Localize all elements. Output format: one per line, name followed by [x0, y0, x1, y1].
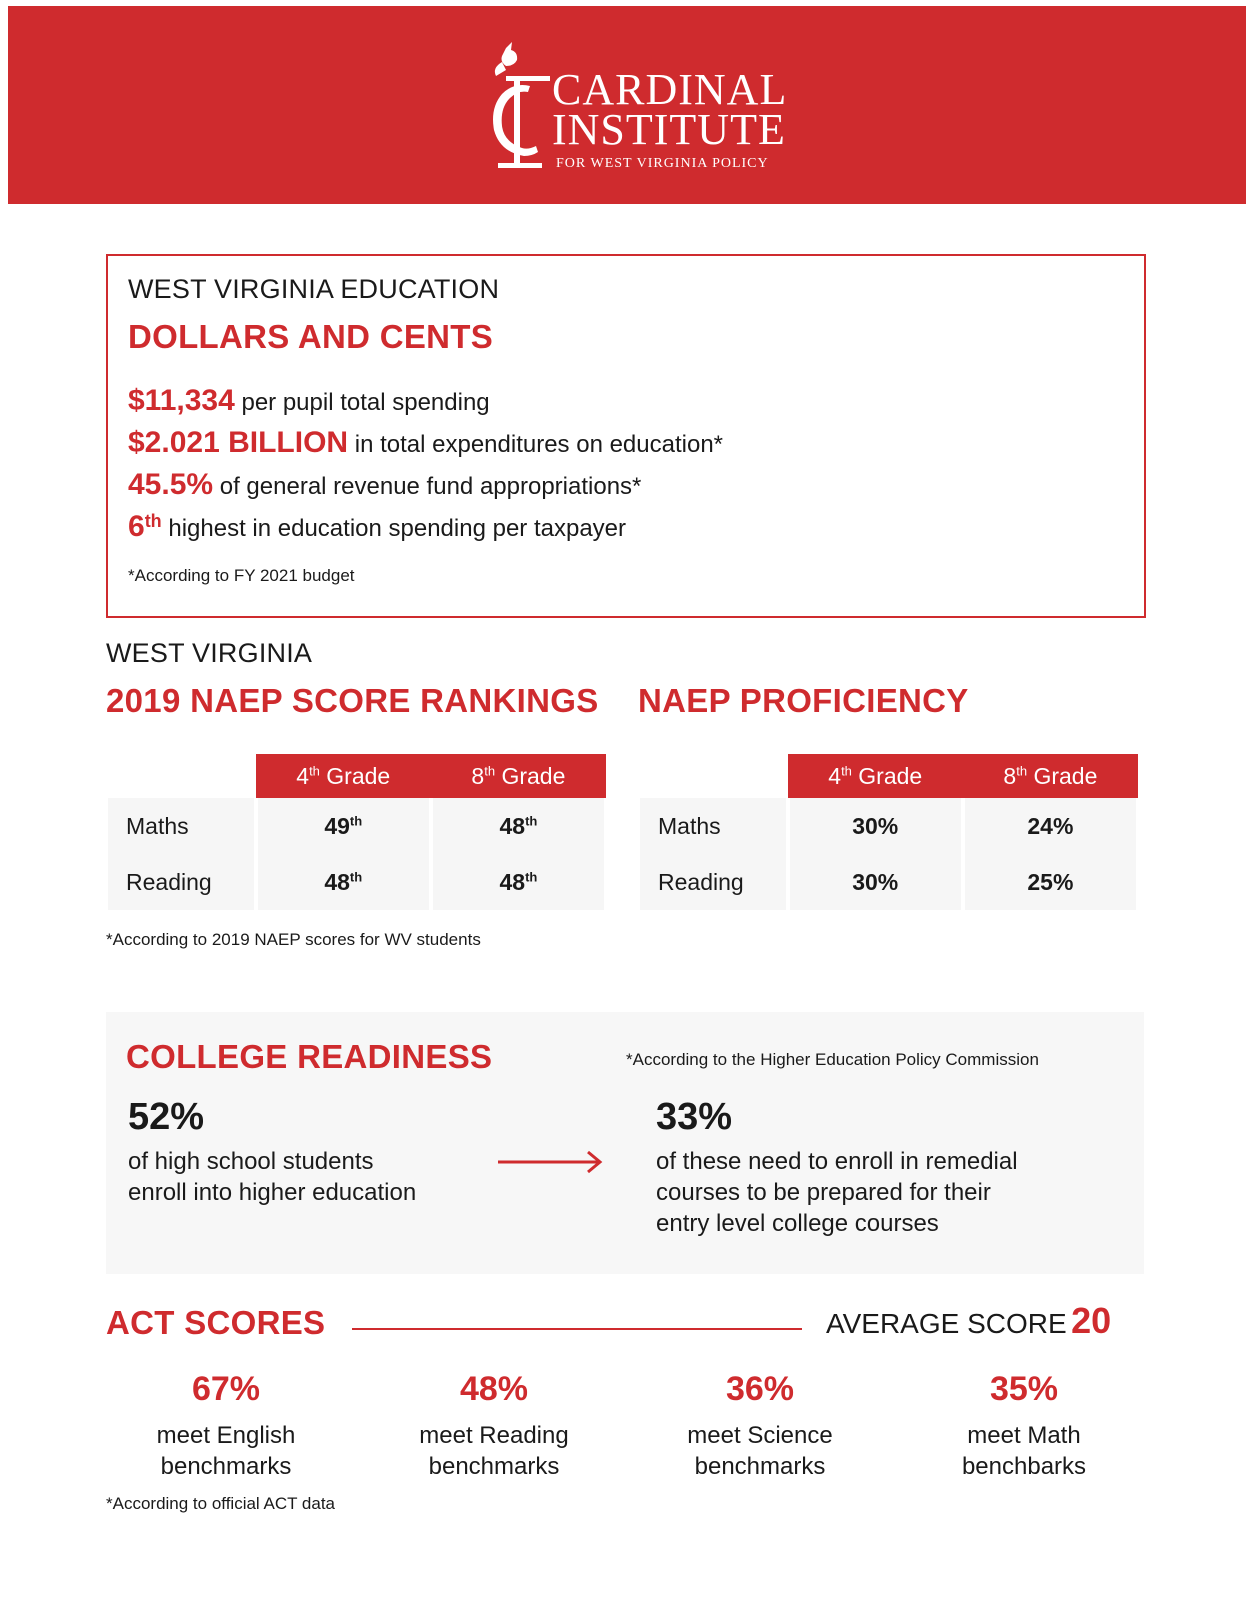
grade-number: 4: [296, 762, 310, 789]
stat-ordinal: th: [144, 511, 162, 531]
desc-line: enroll into higher education: [128, 1179, 417, 1206]
average-score-value: 20: [1071, 1300, 1112, 1341]
table-header-blank: [108, 754, 256, 798]
rank-cell: [431, 854, 606, 910]
desc-line: meet Science: [687, 1422, 833, 1449]
subject-cell: Maths: [108, 798, 256, 854]
table-header-row: [640, 754, 1138, 798]
desc-line: benchmarks: [428, 1453, 560, 1480]
english-benchmark-value: 67%: [191, 1370, 261, 1408]
naep-rankings-table: [108, 754, 608, 910]
college-footnote: *According to the Higher Education Policy Commission: [626, 1050, 1039, 1069]
rank-ordinal: th: [525, 868, 538, 884]
stat-text: highest in education spending per taxpayer: [161, 515, 627, 542]
column-header-4th-grade: [256, 754, 431, 798]
grade-ordinal: th: [484, 762, 496, 778]
subject-cell: Reading: [640, 854, 788, 910]
rank-cell: [256, 854, 431, 910]
table-header-row: [108, 754, 606, 798]
remedial-stat-desc: [656, 1146, 1018, 1239]
naep-rankings-title: 2019 NAEP SCORE RANKINGS: [106, 682, 599, 719]
dollars-and-cents-box: [106, 254, 1146, 618]
rank-value: 49: [324, 812, 350, 839]
cardinal-logo-icon: [484, 42, 554, 172]
right-arrow-icon: [498, 1150, 604, 1174]
table-row: [108, 798, 606, 854]
act-footnote: *According to official ACT data: [106, 1494, 336, 1513]
brand-name-line1: CARDINAL: [552, 65, 788, 114]
proficiency-cell: 30%: [788, 798, 963, 854]
rank-ordinal: th: [525, 812, 538, 828]
grade-ordinal: th: [1016, 762, 1028, 778]
rank-ordinal: th: [349, 812, 363, 828]
grade-label: Grade: [319, 762, 391, 789]
desc-line: meet Reading: [419, 1422, 569, 1449]
grade-label: Grade: [1027, 762, 1098, 789]
average-score-label: AVERAGE SCORE: [826, 1308, 1067, 1339]
math-benchmark-desc: [904, 1420, 1144, 1482]
desc-line: of high school students: [128, 1148, 374, 1175]
desc-line: entry level college courses: [656, 1210, 939, 1237]
dollars-and-cents-title: DOLLARS AND CENTS: [128, 318, 494, 355]
remedial-stat-value: 33%: [656, 1096, 733, 1138]
naep-proficiency-table: [640, 754, 1140, 910]
brand-tagline: FOR WEST VIRGINIA POLICY: [556, 156, 769, 171]
stat-value: 6: [128, 510, 145, 543]
act-scores-title: ACT SCORES: [106, 1304, 326, 1341]
science-benchmark-desc: [640, 1420, 880, 1482]
table-row: [640, 854, 1138, 910]
table-row: [108, 854, 606, 910]
column-header-8th-grade: [963, 754, 1138, 798]
proficiency-cell: 24%: [963, 798, 1138, 854]
brand-name-line2: INSTITUTE: [552, 105, 786, 154]
table-header-blank: [640, 754, 788, 798]
grade-ordinal: th: [841, 762, 852, 778]
naep-eyebrow: WEST VIRGINIA: [106, 638, 313, 668]
desc-line: courses to be prepared for their: [656, 1179, 991, 1206]
budget-footnote: *According to FY 2021 budget: [128, 566, 355, 585]
rank-value: 48: [499, 868, 526, 895]
stat-text: of general revenue fund appropriations*: [213, 473, 642, 500]
act-divider: [352, 1328, 802, 1330]
desc-line: meet Math: [967, 1422, 1081, 1449]
grade-label: Grade: [851, 762, 923, 789]
stat-value: 45.5%: [128, 468, 214, 501]
grade-number: 8: [1003, 762, 1017, 789]
college-readiness-panel: [106, 1012, 1144, 1274]
science-benchmark-value: 36%: [725, 1370, 795, 1408]
grade-label: Grade: [495, 762, 566, 789]
stat-text: per pupil total spending: [234, 389, 490, 416]
average-score: [826, 1300, 1111, 1342]
enrollment-stat-desc: [128, 1146, 416, 1208]
grade-number: 4: [828, 762, 842, 789]
naep-footnote: *According to 2019 NAEP scores for WV students: [106, 930, 481, 949]
rank-ordinal: th: [349, 868, 363, 884]
rank-cell: [256, 798, 431, 854]
column-header-8th-grade: [431, 754, 606, 798]
table-row: [640, 798, 1138, 854]
math-benchmark-value: 35%: [989, 1370, 1059, 1408]
college-readiness-title: COLLEGE READINESS: [126, 1038, 493, 1075]
english-benchmark-desc: [106, 1420, 346, 1482]
brand-wordmark: [552, 65, 788, 172]
stat-total-expenditures: [128, 426, 723, 460]
naep-proficiency-title: NAEP PROFICIENCY: [638, 682, 969, 719]
desc-line: benchmarks: [694, 1453, 826, 1480]
header-banner: [8, 6, 1246, 204]
column-header-4th-grade: [788, 754, 963, 798]
desc-line: of these need to enroll in remedial: [656, 1148, 1018, 1175]
desc-line: benchbarks: [961, 1453, 1087, 1480]
rank-value: 48: [499, 812, 526, 839]
subject-cell: Reading: [108, 854, 256, 910]
education-eyebrow: WEST VIRGINIA EDUCATION: [128, 274, 500, 304]
stat-spending-rank: [128, 510, 626, 544]
stat-value: $11,334: [128, 384, 235, 417]
grade-ordinal: th: [309, 762, 320, 778]
stat-value: $2.021 BILLION: [128, 426, 349, 459]
rank-value: 48: [324, 868, 350, 895]
reading-benchmark-value: 48%: [459, 1370, 529, 1408]
enrollment-stat-value: 52%: [128, 1096, 205, 1138]
subject-cell: Maths: [640, 798, 788, 854]
desc-line: benchmarks: [160, 1453, 292, 1480]
proficiency-cell: 30%: [788, 854, 963, 910]
reading-benchmark-desc: [374, 1420, 614, 1482]
stat-revenue-share: [128, 468, 641, 502]
desc-line: meet English: [156, 1422, 296, 1449]
stat-per-pupil: [128, 384, 490, 418]
proficiency-cell: 25%: [963, 854, 1138, 910]
rank-cell: [431, 798, 606, 854]
stat-text: in total expenditures on education*: [348, 431, 724, 458]
grade-number: 8: [471, 762, 485, 789]
